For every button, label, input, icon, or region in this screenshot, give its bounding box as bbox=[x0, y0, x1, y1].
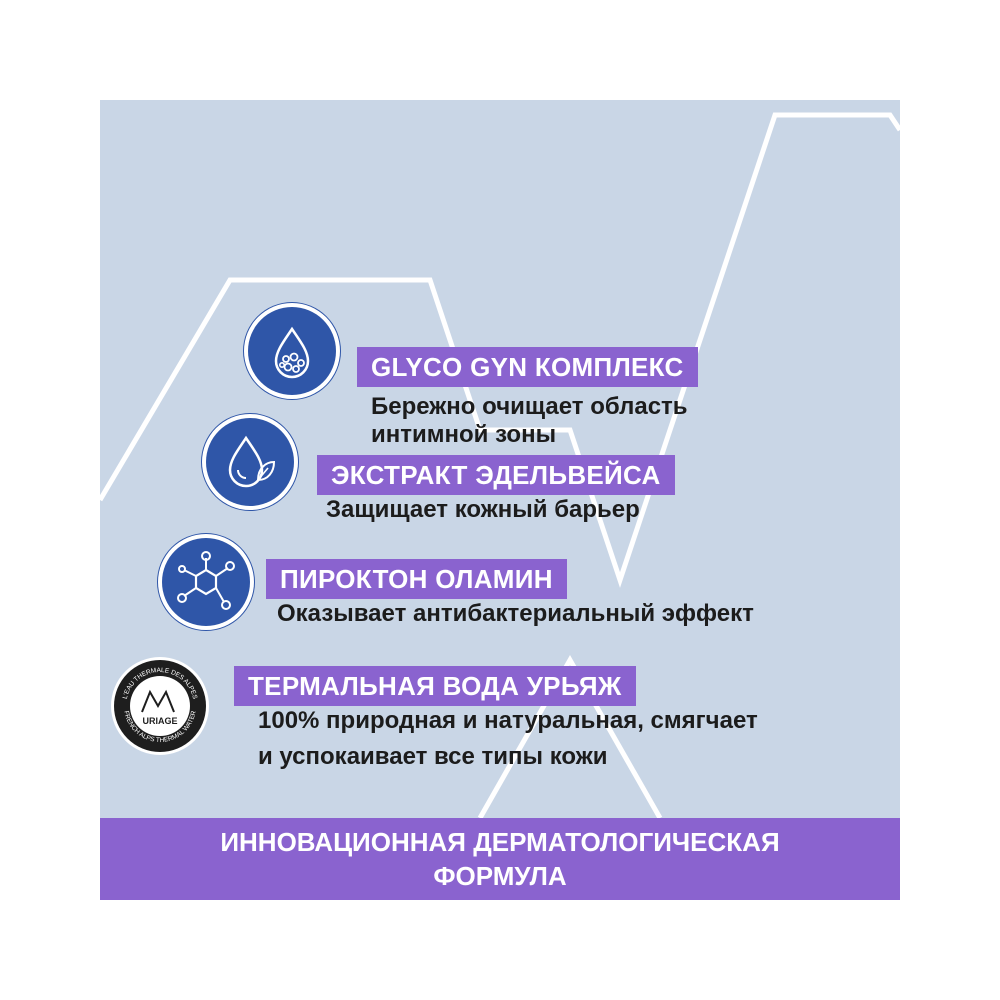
uriage-thermal-water-seal bbox=[114, 660, 206, 752]
feature-desc-piroctone: Оказывает антибактериальный эффект bbox=[277, 600, 754, 627]
feature-title-edelweiss: ЭКСТРАКТ ЭДЕЛЬВЕЙСА bbox=[317, 455, 675, 495]
feature-title-piroctone: ПИРОКТОН ОЛАМИН bbox=[266, 559, 567, 599]
feature-desc-thermal-water-line2: и успокаивает все типы кожи bbox=[258, 743, 608, 770]
feature-desc-thermal-water-line1: 100% природная и натуральная, смягчает bbox=[258, 707, 758, 734]
molecule-icon bbox=[162, 538, 250, 626]
footer-line-1: ИННОВАЦИОННАЯ ДЕРМАТОЛОГИЧЕСКАЯ bbox=[220, 827, 780, 857]
feature-desc-glyco-line2: интимной зоны bbox=[371, 421, 557, 448]
footer-banner bbox=[100, 818, 900, 900]
feature-title-thermal-water: ТЕРМАЛЬНАЯ ВОДА УРЬЯЖ bbox=[234, 666, 636, 706]
uriage-brand-text: URIAGE bbox=[142, 716, 178, 726]
water-drop-bubbles-icon bbox=[248, 307, 336, 395]
feature-desc-edelweiss: Защищает кожный барьер bbox=[326, 496, 640, 523]
feature-panel bbox=[100, 100, 900, 900]
feature-title-glyco: GLYCO GYN КОМПЛЕКС bbox=[357, 347, 698, 387]
water-drop-leaf-icon bbox=[206, 418, 294, 506]
feature-desc-glyco-line1: Бережно очищает область bbox=[371, 393, 688, 420]
footer-line-2: ФОРМУЛА bbox=[433, 861, 567, 891]
seal-bottom-text: FRENCH ALPS THERMAL WATER bbox=[122, 710, 198, 745]
seal-top-text: L'EAU THERMALE DES ALPES bbox=[121, 666, 199, 700]
